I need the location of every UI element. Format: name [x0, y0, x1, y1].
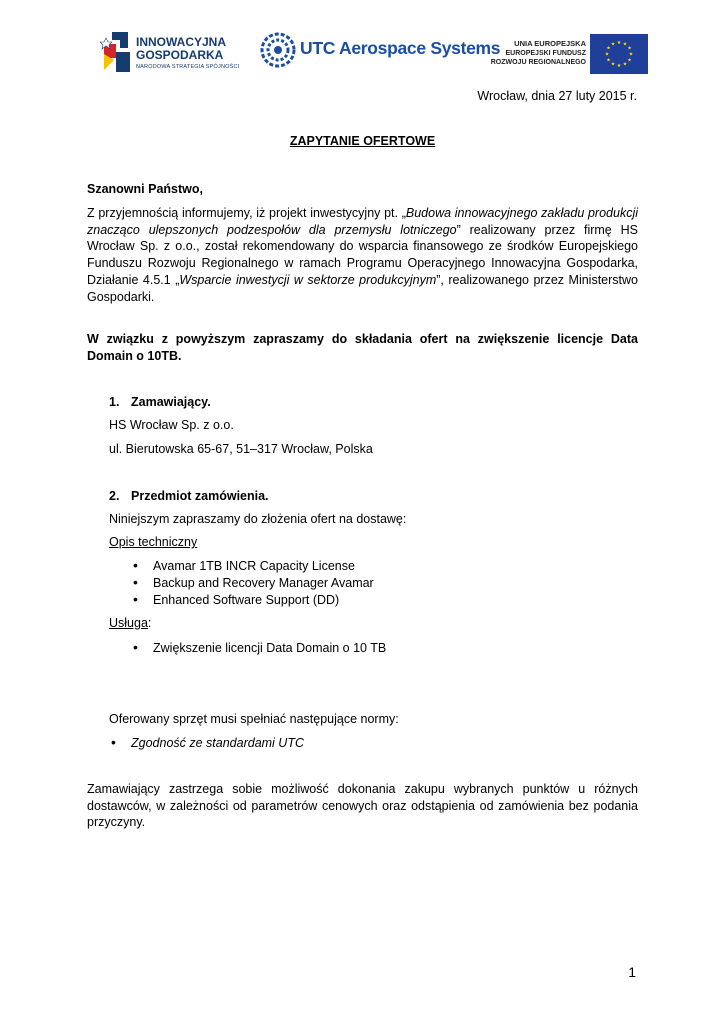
svg-text:★: ★ — [622, 41, 628, 48]
intro-text-3: ”, realizowanego przez Ministerstwo Gospodarki. — [87, 272, 638, 304]
bullet-icon: • — [111, 734, 116, 750]
svg-text:★: ★ — [604, 51, 610, 58]
list-item: • Backup and Recovery Manager Avamar — [133, 574, 374, 590]
section-1-heading — [109, 395, 211, 409]
section-1-number: 1. — [109, 395, 120, 409]
utc-turbine-icon — [260, 32, 296, 68]
bullet-icon: • — [133, 639, 138, 655]
invitation-paragraph: W związku z powyższym zapraszamy do składania ofert na zwiększenie licencje Data Domain o 10TB. — [87, 332, 638, 363]
svg-text:★: ★ — [622, 61, 628, 68]
list-item: • Enhanced Software Support (DD) — [133, 591, 340, 607]
ig-logo-line2: GOSPODARKA — [136, 48, 224, 62]
list-item: • Zgodność ze standardami UTC — [111, 734, 304, 750]
buyer-company: HS Wrocław Sp. z o.o. — [109, 418, 234, 432]
eu-logo-line3: ROZWOJU REGIONALNEGO — [490, 59, 586, 66]
project-name: Budowa innowacyjnego zakładu produkcji znacząco ulepszonych podzespołów dla przemysłu lotniczego — [87, 206, 638, 237]
ig-logo-subtitle: NARODOWA STRATEGIA SPÓJNOŚCI — [136, 64, 240, 70]
utc-aerospace-logo — [260, 32, 501, 68]
section-1-title: Zamawiający. — [131, 395, 211, 409]
greeting: Szanowni Państwo, — [87, 182, 203, 196]
ig-logo-line1: INNOWACYJNA — [136, 35, 227, 49]
innowacyjna-gospodarka-logo — [100, 30, 240, 74]
bullet-icon: • — [133, 574, 138, 590]
document-title: ZAPYTANIE OFERTOWE — [289, 134, 436, 148]
service-label-row: Usługa: — [109, 616, 152, 630]
eu-flag-icon — [590, 34, 648, 74]
intro-paragraph — [87, 205, 638, 305]
eu-fund-logo — [484, 34, 648, 76]
tech-description-label: Opis techniczny — [109, 535, 198, 549]
closing-paragraph: Zamawiający zastrzega sobie możliwość dokonania zakupu wybranych punktów u różnych dostawców, w zależności od parametrów cenowych oraz odstąpienia od zamówienia bez podania przyczyny. — [87, 782, 638, 830]
buyer-address: ul. Bierutowska 65-67, 51–317 Wrocław, Polska — [109, 442, 373, 456]
svg-text:★: ★ — [606, 45, 611, 52]
section-2-title: Przedmiot zamówienia. — [131, 489, 269, 503]
svg-text:★: ★ — [606, 57, 611, 64]
document-date: Wrocław, dnia 27 luty 2015 r. — [477, 89, 637, 103]
svg-text:★: ★ — [610, 41, 616, 48]
ig-emblem-icon — [100, 30, 134, 74]
list-item: • Zwiększenie licencji Data Domain o 10 TB — [133, 639, 387, 655]
eu-logo-line1: UNIA EUROPEJSKA — [514, 39, 586, 48]
list-item: • Avamar 1TB INCR Capacity License — [133, 557, 355, 573]
intro-text-1: Z przyjemnością informujemy, iż projekt inwestycyjny pt. „ — [87, 206, 406, 220]
intro-text-2: ” realizowany przez firmę HS Wrocław Sp. z o.o., został rekomendowany do wsparcia finansowego ze środków Europejskiego Funduszu Rozwoju Regionalnego w ramach Programu Operacyjnego Innowacyjna Gospodarka, Działanie 4.5.1 „ — [87, 222, 638, 287]
bullet-icon: • — [133, 591, 138, 607]
utc-logo-text: UTC Aerospace Systems — [300, 38, 501, 58]
section-2-number: 2. — [109, 489, 120, 503]
svg-text:★: ★ — [627, 57, 632, 64]
svg-text:★: ★ — [610, 61, 616, 68]
service-label: Usługa — [109, 616, 148, 630]
order-intro: Niniejszym zapraszamy do złożenia ofert na dostawę: — [109, 512, 407, 526]
section-2-heading — [109, 489, 269, 503]
svg-text:★: ★ — [616, 40, 622, 46]
svg-text:★: ★ — [616, 63, 622, 69]
page-number: 1 — [628, 964, 636, 980]
bullet-icon: • — [133, 557, 138, 573]
action-name: Wsparcie inwestycji w sektorze produkcyjnym — [179, 272, 437, 287]
svg-text:★: ★ — [628, 51, 634, 58]
norms-intro: Oferowany sprzęt musi spełniać następujące normy: — [109, 712, 399, 726]
svg-text:★: ★ — [627, 45, 632, 52]
eu-logo-line2: EUROPEJSKI FUNDUSZ — [505, 49, 586, 57]
